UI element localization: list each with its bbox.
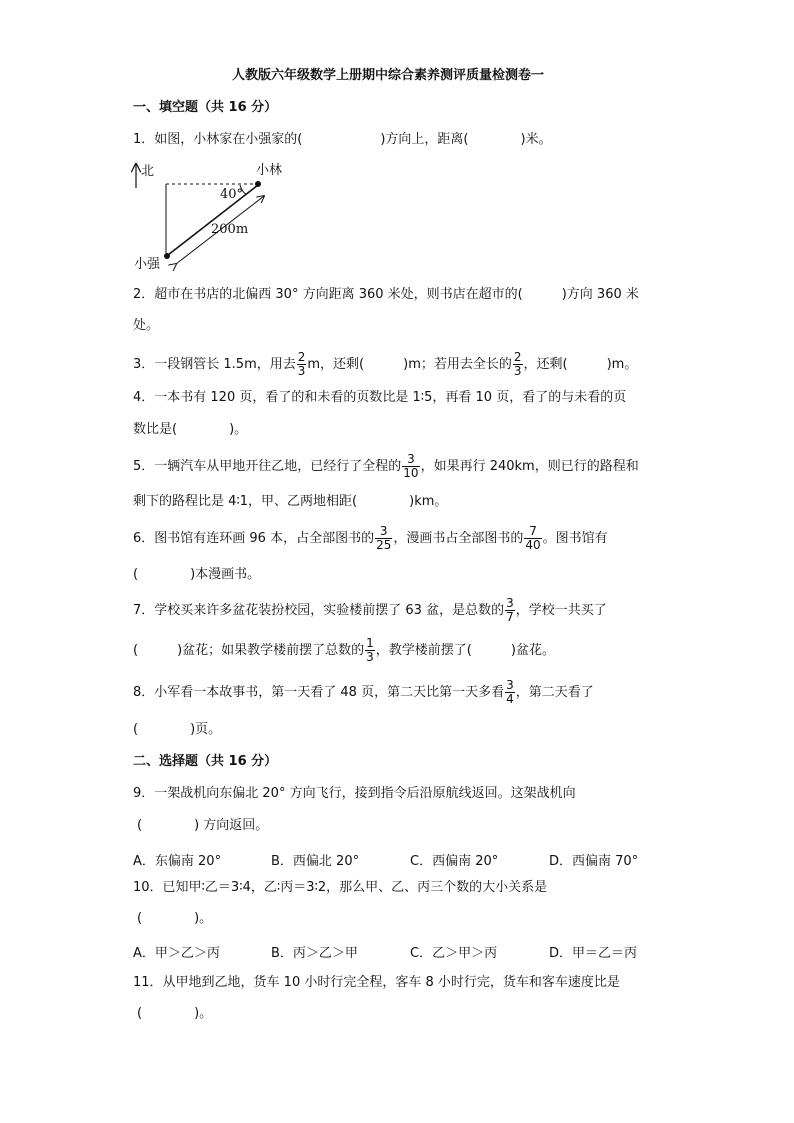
question-10-stem-line1: 10．已知甲∶乙＝3∶4，乙∶丙＝3∶2，那么甲、乙、丙三个数的大小关系是 — [133, 880, 548, 895]
q9-option-d[interactable]: D．西偏南 70° — [549, 854, 639, 869]
question-3: 3．一段钢管长 1.5m，用去 $\frac{2}{3}$ m，还剩( )m；若用去全长的 $\frac{2}{3}$ ，还剩( )m。 — [133, 350, 638, 378]
question-10-stem-line2: ( )。 — [137, 911, 213, 926]
question-7-line1: 7．学校买来许多盆花装扮校园，实验楼前摆了 63 盆，是总数的 $\frac{3}{7}$ ，学校一共买了 — [133, 596, 607, 624]
fraction: $\frac{7}{40}$ — [525, 524, 541, 552]
section-heading-fill-in: 一、填空题（共 16 分） — [133, 100, 278, 115]
fraction: $\frac{1}{3}$ — [366, 636, 374, 664]
q10-option-a[interactable]: A．甲＞乙＞丙 — [133, 946, 220, 961]
direction-diagram — [128, 158, 298, 274]
north-label: 北 — [141, 164, 155, 179]
question-8-line2: ( )页。 — [133, 722, 222, 737]
page-title: 人教版六年级数学上册期中综合素养测评质量检测卷一 — [232, 68, 545, 83]
distance-label: 200m — [211, 222, 249, 237]
fraction: $\frac{3}{10}$ — [403, 452, 419, 480]
question-4-line2: 数比是( )。 — [133, 422, 248, 437]
question-2-line2: 处。 — [133, 318, 160, 333]
question-5-line2: 剩下的路程比是 4∶1，甲、乙两地相距( )km。 — [133, 494, 448, 509]
fraction: $\frac{2}{3}$ — [513, 350, 522, 378]
fraction: $\frac{3}{25}$ — [376, 524, 392, 552]
question-6-line1: 6．图书馆有连环画 96 本，占全部图书的 $\frac{3}{25}$ ，漫画书占全部图书的 $\frac{7}{40}$ 。图书馆有 — [133, 524, 608, 552]
section-heading-choice: 二、选择题（共 16 分） — [133, 754, 278, 769]
xiaoqiang-point — [164, 253, 170, 259]
fraction: $\frac{2}{3}$ — [297, 350, 306, 378]
question-2-line1: 2．超市在书店的北偏西 30° 方向距离 360 米处，则书店在超市的( )方向 360 米 — [133, 287, 639, 302]
q9-option-b[interactable]: B．西偏北 20° — [271, 854, 360, 869]
question-9-stem-line2: ( ) 方向返回。 — [137, 818, 269, 833]
xiaoqiang-label: 小强 — [134, 257, 161, 272]
question-9-stem-line1: 9．一架战机向东偏北 20° 方向飞行，接到指令后沿原航线返回。这架战机向 — [133, 786, 576, 801]
xiaolin-point — [255, 181, 261, 187]
q9-option-a[interactable]: A．东偏南 20° — [133, 854, 222, 869]
question-11-stem-line2: ( )。 — [137, 1006, 213, 1021]
q9-option-c[interactable]: C．西偏南 20° — [410, 854, 499, 869]
question-7-line2: ( )盆花；如果教学楼前摆了总数的 $\frac{1}{3}$ ，教学楼前摆了( )盆花。 — [133, 636, 555, 664]
question-8-line1: 8．小军看一本故事书，第一天看了 48 页，第二天比第一天多看 $\frac{3}{4}$ ，第二天看了 — [133, 678, 594, 706]
question-11-stem-line1: 11．从甲地到乙地，货车 10 小时行完全程，客车 8 小时行完，货车和客车速度比是 — [133, 975, 620, 990]
fraction: $\frac{3}{7}$ — [506, 596, 514, 624]
angle-label: 40° — [220, 187, 244, 202]
xiaolin-label: 小林 — [256, 163, 283, 178]
question-1: 1．如图，小林家在小强家的( )方向上，距离( )米。 — [133, 132, 552, 147]
q10-option-c[interactable]: C．乙＞甲＞丙 — [410, 946, 498, 961]
q10-option-d[interactable]: D．甲＝乙＝丙 — [549, 946, 638, 961]
fraction: $\frac{3}{4}$ — [506, 678, 514, 706]
question-6-line2: ( )本漫画书。 — [133, 567, 261, 582]
question-5-line1: 5．一辆汽车从甲地开往乙地，已经行了全程的 $\frac{3}{10}$ ，如果再行 240km，则已行的路程和 — [133, 452, 639, 480]
q10-option-b[interactable]: B．丙＞乙＞甲 — [271, 946, 358, 961]
question-4-line1: 4．一本书有 120 页，看了的和未看的页数比是 1∶5，再看 10 页，看了的与未看的页 — [133, 390, 627, 405]
